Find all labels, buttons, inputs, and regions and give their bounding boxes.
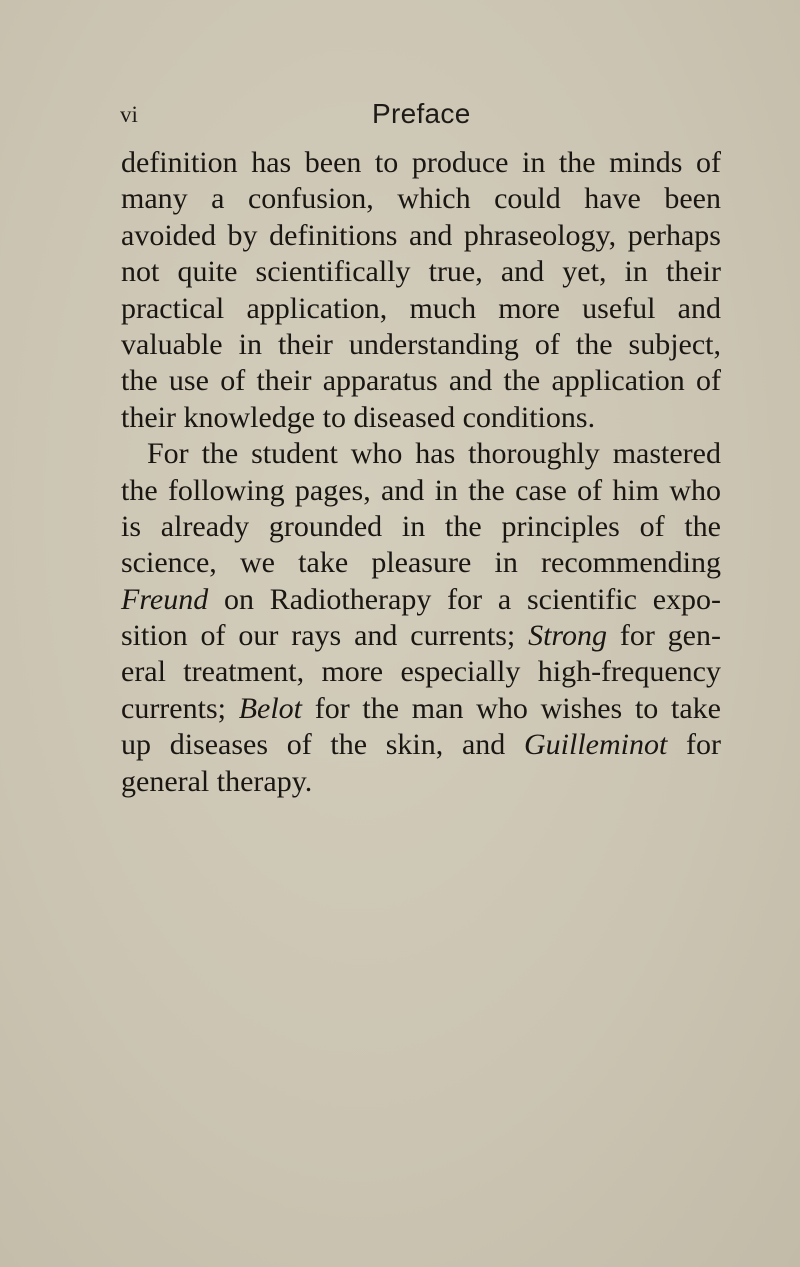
text-line: valuable in their understanding of the subject, [121,327,721,361]
text-line: eral treatment, more especially high-frequency [121,655,721,689]
body-text [121,145,721,800]
line-text: for [667,728,721,762]
text-line: the use of their apparatus and the application of [121,364,721,398]
text-line: practical application, much more useful and [121,291,721,325]
text-line: is already grounded in the principles of the [121,509,721,543]
author-name-strong: Strong [528,619,607,653]
text-line [121,691,721,727]
paragraph-start-line: For the student who has thoroughly mastered [147,437,721,471]
line-text: for the man who wishes to take [302,691,721,725]
author-name-guilleminot: Guilleminot [523,728,668,762]
line-text: currents; [121,691,239,725]
text-line: definition has been to produce in the minds of [121,146,721,179]
text-line: many a confusion, which could have been [121,182,721,216]
text-line [121,727,721,763]
text-line: avoided by definitions and phraseology, perhaps [121,218,721,252]
text-line: science, we take pleasure in recommending [121,546,721,580]
text-line [121,582,721,618]
page-header [120,98,720,138]
text-line: the following pages, and in the case of him who [121,473,721,507]
author-name-freund: Freund [121,582,209,616]
text-line [121,618,721,654]
line-text: for gen- [606,619,721,653]
line-text: up diseases of the skin, and [121,728,524,762]
text-line: not quite scientifically true, and yet, in their [121,255,721,289]
page-number: vi [120,102,138,127]
text-line: their knowledge to diseased conditions. [121,400,596,434]
running-head: Preface [372,98,471,129]
line-text: sition of our rays and currents; [121,619,529,653]
author-name-belot: Belot [238,691,302,725]
line-text: on Radiotherapy for a scientific expo- [208,582,721,616]
text-line: general therapy. [121,764,313,798]
